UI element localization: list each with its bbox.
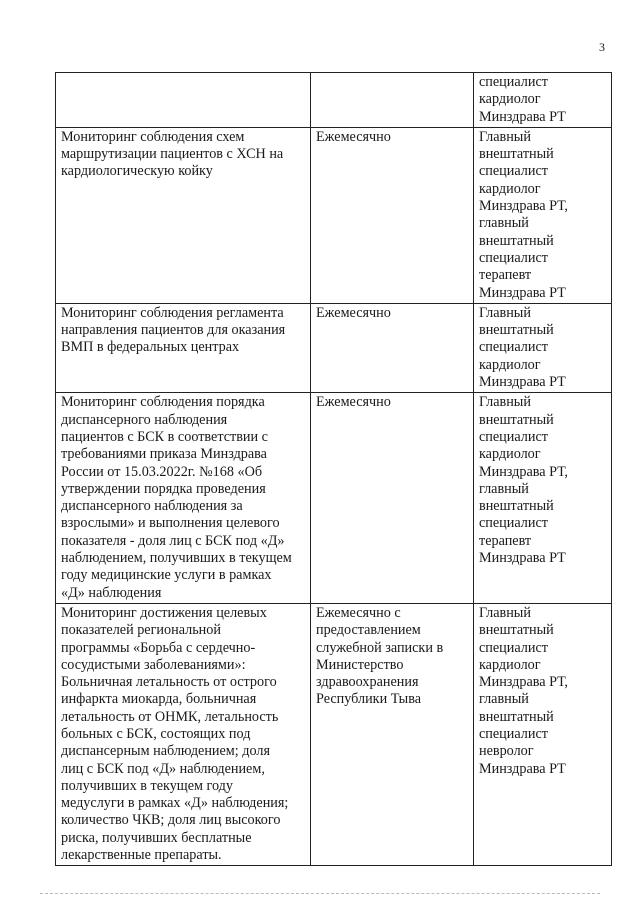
activity-cell-line: маршрутизации пациентов с ХСН на: [61, 146, 284, 163]
responsible-cell-line: внештатный: [479, 622, 554, 639]
activity-cell-line: сосудистыми заболеваниями»:: [61, 656, 246, 673]
period-cell: [311, 303, 474, 392]
activity-cell-line: Мониторинг достижения целевых: [61, 604, 267, 621]
activity-cell-line: показателя - доля лиц с БСК под «Д»: [61, 532, 285, 549]
activity-cell-line: направления пациентов для оказания: [61, 322, 286, 339]
table-row: [56, 127, 612, 303]
period-cell: [311, 73, 474, 128]
period-cell-line: Министерство: [316, 656, 404, 673]
activity-cell-line: пациентов с БСК в соответствии с: [61, 428, 268, 445]
responsible-cell-line: внештатный: [479, 232, 554, 249]
table-row: [56, 303, 612, 392]
responsible-cell-line: Минздрава РТ,: [479, 198, 568, 215]
responsible-cell-line: Минздрава РТ,: [479, 674, 568, 691]
activity-cell-line: ВМП в федеральных центрах: [61, 339, 240, 356]
page-bottom-edge: [40, 893, 600, 894]
activity-cell-line: риска, получивших бесплатные: [61, 829, 252, 846]
activity-cell-line: количество ЧКВ; доля лиц высокого: [61, 812, 281, 829]
activity-cell-line: лиц с БСК под «Д» наблюдением,: [61, 760, 265, 777]
activity-cell-line: показателей региональной: [61, 622, 221, 639]
responsible-cell-line: внештатный: [479, 708, 554, 725]
responsible-cell-line: внештатный: [479, 146, 554, 163]
activity-cell: [56, 73, 311, 128]
activity-cell-line: Мониторинг соблюдения схем: [61, 128, 245, 145]
responsible-cell-line: специалист: [479, 74, 548, 90]
responsible-cell-line: специалист: [479, 515, 548, 532]
period-cell-line: Ежемесячно: [316, 304, 391, 321]
responsible-cell-line: внештатный: [479, 411, 554, 428]
table-row: [56, 603, 612, 865]
responsible-cell: [474, 303, 612, 392]
responsible-cell-line: Минздрава РТ,: [479, 463, 568, 480]
period-cell: [311, 127, 474, 303]
activity-cell-line: медуслуги в рамках «Д» наблюдения;: [61, 795, 289, 812]
activity-cell-line: диспансерным наблюдением; доля: [61, 743, 271, 760]
responsible-cell-line: Минздрава РТ: [479, 550, 566, 567]
period-cell-line: служебной записки в: [316, 639, 444, 656]
responsible-cell-line: кардиолог: [479, 91, 541, 108]
responsible-cell-line: кардиолог: [479, 446, 541, 463]
activity-cell: [56, 603, 311, 865]
activity-cell: [56, 393, 311, 604]
table-row: [56, 393, 612, 604]
period-cell-line: предоставлением: [316, 622, 421, 639]
activity-cell-line: году медицинские услуги в рамках: [61, 567, 272, 584]
responsible-cell-line: главный: [479, 480, 529, 497]
period-cell-line: Ежемесячно с: [316, 604, 401, 621]
activity-cell-line: лекарственные препараты.: [61, 847, 222, 864]
activity-cell-line: инфаркта миокарда, больничная: [61, 691, 257, 708]
table-row: [56, 73, 612, 128]
activity-cell-line: кардиологическую койку: [61, 163, 213, 180]
activity-cell-line: диспансерного наблюдения: [61, 411, 228, 428]
monitoring-table: [55, 72, 612, 866]
responsible-cell-line: главный: [479, 215, 529, 232]
activity-cell-line: программы «Борьба с сердечно-: [61, 639, 256, 656]
responsible-cell-line: Главный: [479, 304, 531, 321]
activity-cell: [56, 303, 311, 392]
responsible-cell: [474, 393, 612, 604]
responsible-cell-line: Минздрава РТ: [479, 760, 566, 777]
page-number: 3: [599, 40, 605, 54]
responsible-cell-line: внештатный: [479, 322, 554, 339]
activity-cell-line: наблюдением, получивших в текущем: [61, 550, 292, 567]
responsible-cell-line: невролог: [479, 743, 534, 760]
period-cell-line: Ежемесячно: [316, 128, 391, 145]
responsible-cell-line: кардиолог: [479, 356, 541, 373]
responsible-cell-line: специалист: [479, 339, 548, 356]
responsible-cell-line: Минздрава РТ: [479, 108, 566, 125]
period-cell-line: здравоохранения: [316, 674, 419, 691]
table-body: [56, 73, 612, 866]
responsible-cell-line: внештатный: [479, 498, 554, 515]
responsible-cell-line: Главный: [479, 604, 531, 621]
responsible-cell-line: терапевт: [479, 532, 532, 549]
period-cell: [311, 603, 474, 865]
activity-cell-line: требованиями приказа Минздрава: [61, 446, 267, 463]
responsible-cell-line: терапевт: [479, 267, 532, 284]
responsible-cell-line: Минздрава РТ: [479, 284, 566, 301]
responsible-cell-line: специалист: [479, 639, 548, 656]
responsible-cell-line: специалист: [479, 428, 548, 445]
activity-cell-line: взрослыми» и выполнения целевого: [61, 515, 280, 532]
period-cell: [311, 393, 474, 604]
activity-cell-line: Больничная летальность от острого: [61, 674, 277, 691]
responsible-cell-line: главный: [479, 691, 529, 708]
responsible-cell: [474, 127, 612, 303]
activity-cell-line: больных с БСК, состоящих под: [61, 725, 251, 742]
period-cell-line: Республики Тыва: [316, 691, 422, 708]
activity-cell-line: диспансерного наблюдения за: [61, 498, 243, 515]
responsible-cell-line: Главный: [479, 128, 531, 145]
activity-cell-line: летальность от ОНМК, летальность: [61, 708, 279, 725]
responsible-cell-line: специалист: [479, 725, 548, 742]
activity-cell-line: Мониторинг соблюдения порядка: [61, 394, 265, 411]
activity-cell-line: утверждении порядка проведения: [61, 480, 266, 497]
period-cell-line: Ежемесячно: [316, 394, 391, 411]
responsible-cell: [474, 73, 612, 128]
responsible-cell: [474, 603, 612, 865]
responsible-cell-line: кардиолог: [479, 180, 541, 197]
activity-cell-line: получивших в текущем году: [61, 777, 233, 794]
responsible-cell-line: специалист: [479, 163, 548, 180]
responsible-cell-line: специалист: [479, 249, 548, 266]
activity-cell-line: России от 15.03.2022г. №168 «Об: [61, 463, 263, 480]
responsible-cell-line: Минздрава РТ: [479, 374, 566, 391]
activity-cell-line: Мониторинг соблюдения регламента: [61, 304, 284, 321]
responsible-cell-line: Главный: [479, 394, 531, 411]
activity-cell: [56, 127, 311, 303]
activity-cell-line: «Д» наблюдения: [61, 584, 162, 601]
responsible-cell-line: кардиолог: [479, 656, 541, 673]
